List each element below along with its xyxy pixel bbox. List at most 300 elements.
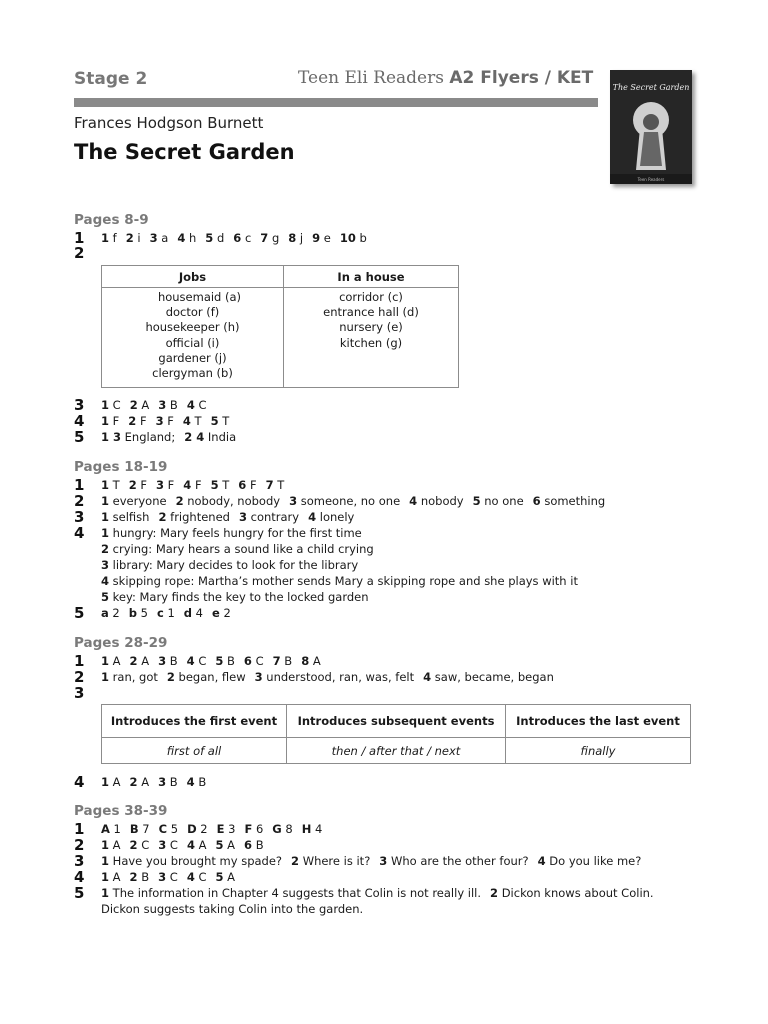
answer-text: C: [194, 654, 207, 668]
answer-marker: 1: [101, 670, 110, 684]
answer-marker: 3: [158, 775, 167, 789]
list-item: clergyman (b): [152, 366, 233, 381]
answer-item: [538, 854, 642, 868]
answer-text: India: [204, 430, 237, 444]
answer-text: c: [241, 231, 252, 245]
answer-item: [129, 478, 147, 492]
list-item: official (i): [165, 335, 220, 350]
answer-text: no one: [480, 494, 524, 508]
answer-item: [158, 654, 178, 668]
answer-marker: 5: [215, 870, 224, 884]
answer-text: 2: [219, 606, 231, 620]
question-number: 4: [74, 524, 85, 542]
answer-marker: 4: [186, 870, 195, 884]
answer-item: [101, 775, 121, 789]
answer-item: [101, 574, 578, 588]
answer-text: 2: [196, 822, 208, 836]
answer-line: [101, 430, 236, 444]
answer-item: [159, 822, 178, 836]
answer-item: [187, 398, 207, 412]
answer-marker: F: [244, 822, 253, 836]
answer-item: [217, 822, 236, 836]
table-header: In a house: [284, 266, 459, 288]
answer-marker: 3: [158, 838, 167, 852]
answer-marker: 2: [175, 494, 184, 508]
answer-item: [379, 854, 528, 868]
answer-marker: 5: [472, 494, 481, 508]
answer-text: understood, ran, was, felt: [262, 670, 415, 684]
answer-text: Dickon knows about Colin.: [498, 886, 654, 900]
section-heading: Pages 28-29: [74, 635, 168, 651]
answer-item: [101, 886, 481, 900]
answer-item: [215, 654, 235, 668]
answer-item: [187, 775, 207, 789]
answer-text: B: [166, 654, 178, 668]
answer-text: B: [223, 654, 235, 668]
answer-marker: 3: [158, 398, 167, 412]
answer-marker: 1: [101, 231, 110, 245]
answer-line: [101, 542, 374, 556]
answer-marker: 3: [155, 414, 164, 428]
question-number: 1: [74, 652, 85, 670]
answer-marker: c: [156, 606, 164, 620]
answer-text: T: [273, 478, 285, 492]
answer-text: hungry: Mary feels hungry for the first time: [109, 526, 362, 540]
answer-text: C: [251, 654, 264, 668]
answer-marker: 4: [537, 854, 546, 868]
answer-marker: 2: [101, 542, 110, 556]
answer-marker: 1: [101, 478, 110, 492]
answer-item: [216, 838, 236, 852]
answer-text: library: Mary decides to look for the library: [109, 558, 359, 572]
answer-marker: 3: [289, 494, 298, 508]
answer-text: 7: [138, 822, 150, 836]
answer-line: [101, 822, 322, 836]
answer-line-continued: Dickon suggests taking Colin into the garden.: [101, 902, 364, 916]
answer-text: Do you like me?: [545, 854, 642, 868]
answer-marker: 5: [215, 838, 224, 852]
answer-text: C: [109, 398, 121, 412]
answer-text: someone, no one: [297, 494, 401, 508]
answer-text: A: [309, 654, 321, 668]
answer-marker: e: [212, 606, 220, 620]
answer-text: A: [137, 398, 150, 412]
answer-marker: 9: [312, 231, 321, 245]
answer-item: [167, 670, 246, 684]
answer-text: 6: [252, 822, 264, 836]
answer-item: [157, 606, 175, 620]
answer-line: [101, 886, 654, 900]
answer-item: [423, 670, 554, 684]
answer-text: F: [191, 478, 202, 492]
answer-text: Where is it?: [299, 854, 371, 868]
answer-text: nobody: [417, 494, 464, 508]
answer-item: [187, 654, 207, 668]
answer-text: B: [137, 870, 150, 884]
answer-line: [101, 231, 367, 245]
answer-item: [101, 526, 362, 540]
table-header: Introduces the last event: [506, 705, 691, 738]
answer-item: [490, 886, 654, 900]
answer-item: [212, 606, 231, 620]
answer-text: frightened: [166, 510, 230, 524]
answer-line: [101, 414, 229, 428]
answer-item: [183, 478, 201, 492]
question-number: 2: [74, 668, 85, 686]
answer-item: [216, 870, 236, 884]
answer-text: T: [190, 414, 202, 428]
answer-text: A: [109, 838, 121, 852]
question-number: 5: [74, 884, 85, 902]
question-number: 3: [74, 508, 85, 526]
answer-item: [308, 510, 354, 524]
answer-item: [158, 775, 178, 789]
question-number: 4: [74, 412, 85, 430]
answer-marker: G: [272, 822, 282, 836]
answer-line: [101, 558, 358, 572]
answer-text: skipping rope: Martha’s mother sends Mary a skipping rope and she plays with it: [109, 574, 578, 588]
answer-marker: 3: [238, 510, 247, 524]
answer-text: A: [223, 838, 236, 852]
answer-item: [130, 870, 150, 884]
answer-text: ran, got: [109, 670, 158, 684]
answer-marker: 1: [101, 838, 110, 852]
answer-text: Have you brought my spade?: [109, 854, 283, 868]
question-number: 5: [74, 428, 85, 446]
answer-marker: a: [101, 606, 109, 620]
table-header: Jobs: [102, 266, 284, 288]
answer-text: something: [540, 494, 606, 508]
answer-marker: 1: [101, 526, 110, 540]
answer-marker: b: [128, 606, 137, 620]
answer-item: [156, 478, 174, 492]
answer-item: [187, 838, 207, 852]
answer-text: Who are the other four?: [387, 854, 529, 868]
answer-item: [101, 606, 120, 620]
answer-text: F: [246, 478, 257, 492]
question-number: 2: [74, 836, 85, 854]
answer-line: [101, 510, 354, 524]
answer-text: F: [136, 414, 147, 428]
answer-item: [233, 231, 251, 245]
answer-text: 3: [224, 822, 236, 836]
answer-item: [255, 670, 415, 684]
book-author: Frances Hodgson Burnett: [74, 114, 264, 132]
answer-item: [239, 510, 299, 524]
answer-text: b: [355, 231, 367, 245]
table-cell: then / after that / next: [287, 738, 506, 764]
answer-marker: 2 4: [184, 430, 205, 444]
answer-item: [130, 398, 150, 412]
answer-line: [101, 398, 207, 412]
answer-item: [101, 670, 158, 684]
answer-item: [101, 854, 282, 868]
answer-marker: 3: [158, 654, 167, 668]
answer-marker: 3: [254, 670, 263, 684]
section-heading: Pages 38-39: [74, 803, 168, 819]
answer-marker: 1: [101, 398, 110, 412]
answer-marker: 4: [183, 478, 192, 492]
answer-text: F: [109, 414, 120, 428]
answer-item: [211, 478, 230, 492]
answer-line: [101, 654, 321, 668]
answer-text: B: [252, 838, 264, 852]
answer-text: began, flew: [174, 670, 246, 684]
answer-item: [126, 231, 141, 245]
answer-marker: 6: [532, 494, 541, 508]
answer-marker: 2: [129, 398, 138, 412]
answer-line: [101, 870, 235, 884]
question-number: 3: [74, 684, 85, 702]
list-item: doctor (f): [165, 305, 220, 320]
table-cell: finally: [506, 738, 691, 764]
question-number: 2: [74, 492, 85, 510]
question-number: 5: [74, 604, 85, 622]
answer-item: [101, 558, 358, 572]
answer-text: T: [218, 478, 230, 492]
answer-item: [150, 231, 169, 245]
answer-text: A: [109, 775, 121, 789]
list-item: housekeeper (h): [145, 320, 240, 335]
answer-marker: 6: [243, 654, 252, 668]
answer-marker: 1: [101, 870, 110, 884]
answer-text: F: [163, 414, 174, 428]
answer-marker: 5: [210, 478, 219, 492]
answer-marker: 1: [101, 414, 110, 428]
answer-marker: 1: [101, 510, 110, 524]
answer-item: [129, 606, 148, 620]
answer-marker: 5: [210, 414, 219, 428]
answer-text: 5: [136, 606, 148, 620]
answer-item: [101, 542, 374, 556]
answer-marker: 4: [423, 670, 432, 684]
answer-marker: 6: [233, 231, 242, 245]
answer-marker: 3: [158, 870, 167, 884]
cover-illustration: [610, 70, 692, 184]
answer-item: [288, 231, 303, 245]
events-table: [101, 704, 691, 764]
question-number: 2: [74, 244, 85, 262]
answer-marker: 6: [244, 838, 253, 852]
answer-marker: E: [216, 822, 225, 836]
question-number: 4: [74, 773, 85, 791]
table-cell: first of all: [102, 738, 287, 764]
answer-text: F: [164, 478, 175, 492]
answer-item: [130, 822, 150, 836]
answer-text: 4: [311, 822, 323, 836]
answer-text: A: [137, 654, 150, 668]
answer-marker: 2: [129, 775, 138, 789]
answer-item: [101, 398, 121, 412]
answer-marker: 2: [291, 854, 300, 868]
table-header: Introduces the first event: [102, 705, 287, 738]
answer-item: [289, 494, 400, 508]
answer-marker: 5: [101, 590, 110, 604]
question-number: 3: [74, 852, 85, 870]
answer-item: [301, 654, 321, 668]
answer-item: [205, 231, 224, 245]
answer-marker: 4: [308, 510, 317, 524]
answer-marker: 2: [158, 510, 167, 524]
answer-text: B: [166, 398, 178, 412]
header-divider: [74, 98, 598, 107]
answer-item: [238, 478, 256, 492]
answer-marker: B: [129, 822, 139, 836]
answer-text: T: [109, 478, 120, 492]
answer-item: [158, 870, 178, 884]
list-item: entrance hall (d): [323, 305, 419, 320]
answer-text: C: [194, 398, 207, 412]
series-label: [298, 68, 593, 88]
answer-item: [156, 414, 174, 428]
house-cell: [284, 288, 459, 388]
answer-text: B: [166, 775, 178, 789]
answer-marker: 3: [101, 558, 110, 572]
answer-marker: 2: [166, 670, 175, 684]
answer-text: a: [157, 231, 169, 245]
answer-item: [211, 414, 230, 428]
answer-marker: 3: [149, 231, 158, 245]
answer-item: [128, 414, 146, 428]
answer-text: h: [185, 231, 197, 245]
answer-item: [340, 231, 367, 245]
answer-text: B: [194, 775, 207, 789]
answer-text: C: [194, 870, 207, 884]
answer-text: T: [218, 414, 230, 428]
answer-marker: 6: [238, 478, 247, 492]
list-item: housemaid (a): [157, 290, 242, 304]
answer-text: England;: [121, 430, 176, 444]
section-heading: Pages 8-9: [74, 212, 149, 228]
answer-item: [260, 231, 279, 245]
answer-line: [101, 526, 362, 540]
answer-item: [158, 838, 178, 852]
answer-text: F: [136, 478, 147, 492]
answer-marker: 1: [101, 886, 110, 900]
answer-item: [184, 606, 203, 620]
answer-item: [101, 654, 121, 668]
answer-text: C: [166, 838, 178, 852]
answer-text: A: [137, 775, 150, 789]
book-cover-image: [610, 70, 692, 184]
answer-marker: H: [301, 822, 312, 836]
answer-marker: 8: [288, 231, 297, 245]
answer-text: 4: [192, 606, 203, 620]
answer-text: A: [109, 870, 121, 884]
answer-marker: 2: [129, 870, 138, 884]
answer-item: [473, 494, 524, 508]
question-number: 1: [74, 820, 85, 838]
answer-item: [101, 510, 149, 524]
answer-line: [101, 670, 554, 684]
question-number: 3: [74, 396, 85, 414]
answer-item: [101, 478, 120, 492]
answer-marker: 1: [101, 494, 110, 508]
answer-marker: 4: [182, 414, 191, 428]
list-item: nursery (e): [339, 320, 403, 335]
list-item: kitchen (g): [339, 335, 403, 350]
answer-text: g: [268, 231, 280, 245]
answer-text: lonely: [316, 510, 355, 524]
answer-text: contrary: [246, 510, 300, 524]
answer-marker: A: [101, 822, 110, 836]
series-prefix: Teen Eli Readers: [298, 68, 450, 88]
list-item: corridor (c): [339, 290, 403, 304]
answer-marker: 4: [186, 654, 195, 668]
answer-text: The information in Chapter 4 suggests that Colin is not really ill.: [109, 886, 482, 900]
answer-text: B: [280, 654, 293, 668]
answer-text: e: [320, 231, 331, 245]
answer-marker: 3: [156, 478, 165, 492]
answer-marker: 1: [101, 775, 110, 789]
answer-marker: 2: [128, 478, 137, 492]
question-number: 1: [74, 476, 85, 494]
answer-marker: 2: [128, 414, 137, 428]
answer-marker: 7: [272, 654, 281, 668]
answer-text: i: [133, 231, 141, 245]
answer-marker: 2: [490, 886, 499, 900]
answer-text: A: [194, 838, 207, 852]
answer-item: [101, 494, 167, 508]
question-number: 1: [74, 229, 85, 247]
answer-text: A: [223, 870, 236, 884]
answer-text: C: [137, 838, 150, 852]
answer-item: [101, 231, 117, 245]
answer-item: [302, 822, 323, 836]
answer-marker: 7: [260, 231, 269, 245]
answer-marker: 4: [186, 775, 195, 789]
answer-item: [244, 838, 264, 852]
answer-marker: 3: [379, 854, 388, 868]
answer-marker: 10: [339, 231, 356, 245]
answer-item: [176, 494, 281, 508]
answer-marker: d: [183, 606, 193, 620]
answer-line: [101, 590, 369, 604]
table-header: Introduces subsequent events: [287, 705, 506, 738]
answer-marker: 4: [101, 574, 110, 588]
cover-label: Teen Readers: [637, 177, 665, 182]
answer-text: key: Mary finds the key to the locked garden: [109, 590, 369, 604]
answer-text: j: [296, 231, 304, 245]
answer-text: 2: [108, 606, 120, 620]
answer-line: [101, 606, 231, 620]
answer-text: d: [213, 231, 225, 245]
answer-item: [312, 231, 331, 245]
answer-item: [187, 822, 208, 836]
answer-marker: 1: [101, 654, 110, 668]
answer-marker: 2: [129, 654, 138, 668]
answer-item: [158, 510, 229, 524]
answer-item: [187, 870, 207, 884]
answer-item: [177, 231, 196, 245]
answer-marker: C: [158, 822, 168, 836]
answer-marker: 5: [215, 654, 224, 668]
answer-marker: 5: [205, 231, 214, 245]
answer-item: [409, 494, 463, 508]
list-item: gardener (j): [158, 350, 227, 365]
book-title: The Secret Garden: [74, 140, 295, 164]
answer-text: selfish: [109, 510, 150, 524]
answer-item: [101, 822, 121, 836]
answer-line: [101, 478, 284, 492]
answer-marker: 4: [177, 231, 186, 245]
answer-item: [130, 654, 150, 668]
stage-label: Stage 2: [74, 69, 148, 89]
answer-marker: 2: [125, 231, 134, 245]
answer-text: 8: [281, 822, 293, 836]
answer-item: [272, 822, 292, 836]
answer-text: f: [109, 231, 117, 245]
